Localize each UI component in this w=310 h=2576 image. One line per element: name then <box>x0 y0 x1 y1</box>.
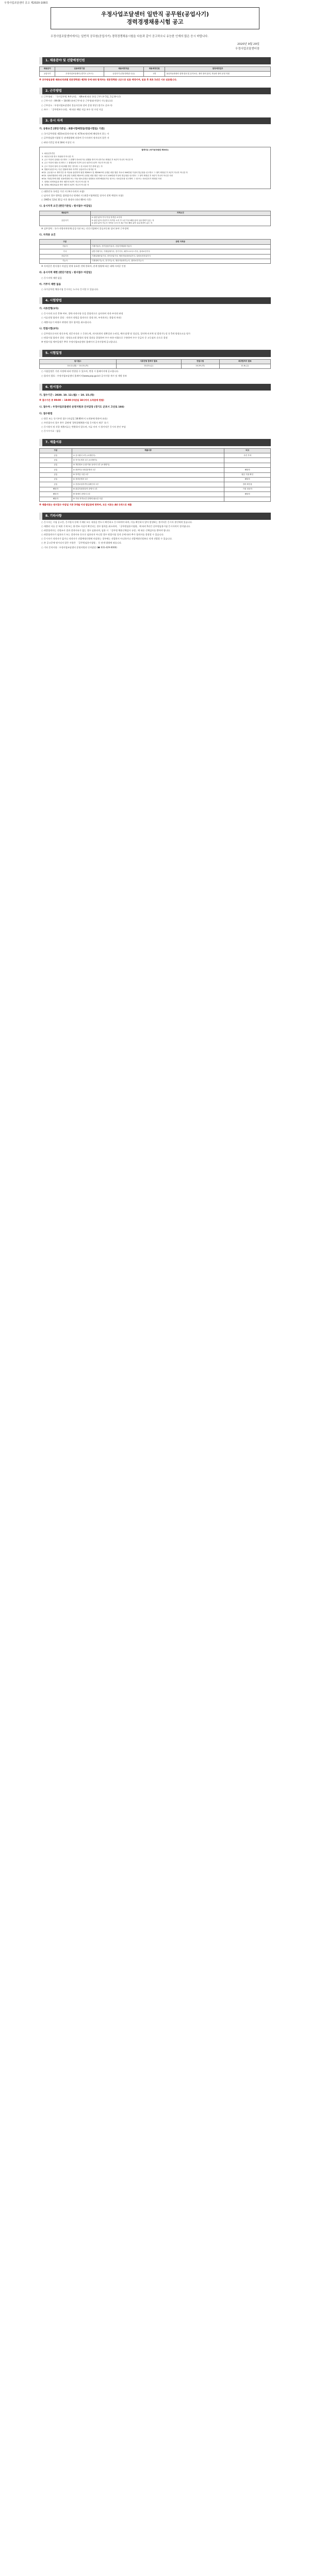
list-item: ○ 남자의 경우 병역을 필하였거나 면제된 자 (최종시험예정일 전까지 전역 예정자 포함) <box>41 194 124 197</box>
cell: 해당자 <box>40 497 72 501</box>
cell: 공통 <box>40 463 72 467</box>
cell <box>224 463 271 467</box>
col-header: 채용예정직급 <box>104 66 143 71</box>
col-header: 원서접수 <box>40 359 117 364</box>
section-5-header: 5. 시험일정 <box>39 350 271 357</box>
list-item: ○ 응시자격 요건 충족 여부, 경력·자격사항 등을 종합적으로 심사하여 적격·부적격 판정 <box>41 312 123 315</box>
cell: ④ 최종학교 졸업증명서 1부 <box>72 468 224 472</box>
list-item: ○ 응시지역 제한 없음 <box>41 276 62 279</box>
list-item: ○ 합격자 발표 : 우정사업조달센터 홈페이지(www.pop.go.kr) 공지사항 게시 및 개별 통보 <box>41 374 127 377</box>
cell: 사진 부착 <box>224 453 271 458</box>
box-line: 7. 징계로 파면처분을 받은 때부터 5년이 지나지 아니한 자 <box>42 180 89 183</box>
table-row <box>40 453 271 458</box>
table-row <box>40 477 271 482</box>
cell: 10.23.(금) <box>116 364 181 368</box>
cell: 우정사업조달센터 (경기도 군포시) <box>55 72 104 76</box>
disqualification-box <box>39 147 271 189</box>
table-row <box>40 458 271 463</box>
cell: 10.12.(월) ~ 10.15.(목) <box>40 364 117 368</box>
table-row <box>40 364 271 368</box>
list-item: ○ 국가공무원 채용시험 응시자는 누구나 응시할 수 있습니다. <box>41 287 99 291</box>
list-item: ○ 1965년 12월 31일 이후 출생자 (정년 60세 기준) <box>41 198 91 201</box>
cell: 기계설계산업기사, 전기산업기사, 생산자동화산업기사, 설비보전산업기사 <box>90 254 270 259</box>
list-item: ○ 응시수수료 : 없음 <box>41 430 61 433</box>
list-item: ○ 국가공무원법 제33조(결격사유) 및 제74조(정년)에 해당하지 않는 자 <box>41 132 109 135</box>
table-row <box>40 472 271 477</box>
section-7 <box>39 439 271 506</box>
cell <box>224 458 271 463</box>
documents-table <box>39 448 271 502</box>
col-header: 비고 <box>224 448 271 453</box>
cell: 원본 지참 확인 <box>224 472 271 477</box>
cell: ⑧ 취업지원대상자 증명서 1부 <box>72 487 224 492</box>
cell: 해당자 <box>40 487 72 492</box>
col-header: 채용예정인원 <box>143 66 165 71</box>
box-line: 6의3. 성폭력범죄의 처벌 등에 관한 특례법 제2조에 규정된 죄를 범한 사람으로서 100만원 이상의 벌금형을 선고받고 그 형이 확정된 후 3년이 지나지 아니한 사람 <box>42 174 173 177</box>
table-row <box>40 482 271 487</box>
cell: 가점 대상자 <box>224 487 271 492</box>
section-2 <box>39 88 271 111</box>
box-line: 4. 금고 이상의 형을 선고받고 그 집행유예 기간이 끝난 날부터 2년이 지나지 아니한 자 <box>42 162 112 164</box>
issuer: 우정사업조달센터장 <box>235 47 259 51</box>
col-header: 담당예정업무 <box>165 66 271 71</box>
section-1-note: ※ 공무원임용령 제4조(직위별 전문경력관) 제2항 등에 따라 합격자는 전문경력관 나군으로 임용 예정이며, 임용 후 최초 1년간 시보 임용됩니다. <box>39 78 177 81</box>
list-item: ○ 본 공고문에 명시되지 않은 사항은 「공무원임용시험령」 등 관계 법령에 따릅니다. <box>41 541 122 545</box>
section-3 <box>39 117 271 291</box>
cell: 기계정비기능사, 전기기능사, 생산자동화기능사, 설비보전기능사 <box>90 259 270 263</box>
subsection-title: 마. 거주지 제한 없음 <box>39 283 61 286</box>
list-item: ○ 응시자가 적격자가 없거나 적격자가 선발예정인원에 미달하는 경우에는 선발하지 아니하거나 선발예정인원보다 적게 선발할 수 있습니다. <box>41 537 173 540</box>
col-header: 최종합격자 발표 <box>219 359 270 364</box>
subsection-title: 가. 서류전형(1차) <box>39 308 59 311</box>
list-item: ○ 근무장소 : 우정사업조달센터 물류자동화 장비 운영 현장 (경기도 군포시) <box>41 104 112 107</box>
cell: 10.29.(목) <box>181 364 219 368</box>
cell: ⑦ 건강보험자격득실확인서 1부 <box>72 482 224 487</box>
box-line: 6의2. 공무원으로 재직기간 중 직무와 관련하여 형법 제355조 및 제356조에 규정된 죄를 범한 자로서 300만원 이상의 벌금형을 선고받고 그 형이 확정된 후 2년이 지나지 아니한 자 <box>42 171 188 174</box>
table-row <box>40 244 271 249</box>
req-line: ① 관련 분야 기사 이상 자격증 소지자 <box>91 216 122 219</box>
cell: ③ 개인정보 수집·이용 동의서 1부 (소정양식) <box>72 463 224 467</box>
note: ※ 자격증은 원서접수 마감일 현재 유효한 것에 한하며, 관계 법령에 따른 대체 자격증 인정 <box>41 265 126 268</box>
section-1 <box>39 57 271 81</box>
col-header: 서류전형 합격자 발표 <box>116 359 181 364</box>
cell: 산업기사 <box>40 254 91 259</box>
subsection-title: 나. 접수처 : 우정사업조달센터 운영지원과 인사담당 (경기도 군포시 고산로 166) <box>39 405 124 409</box>
cell: 공업사기 (전문경력관 나군) <box>104 72 143 76</box>
cell <box>224 497 271 501</box>
req-line: ② 관련 분야 산업기사 자격증 소지 후 1년 이상 해당 분야 실무경력이 있는 자 <box>91 219 154 222</box>
subsection-title: 다. 자격증 요건 <box>39 234 56 237</box>
list-item: ○ 근무형태 : 「국가공무원 복무규정」 제9조에 따른 통상 근무 (주 5일, 1일 8시간) <box>41 95 121 98</box>
cell: 해당자 <box>224 468 271 472</box>
list-item: ○ 근무시간 : 09:00 ~ 18:00 (유연근무제 등 근무형태 변경이 가능합니다) <box>41 99 113 103</box>
col-header: 구분 <box>40 448 72 453</box>
recruit-table <box>39 66 271 77</box>
cell: 해당자 <box>40 492 72 497</box>
subsection-title: 라. 응시지역 제한 [판단기준일 : 원서접수 마감일] <box>39 272 92 275</box>
section-7-header: 7. 제출서류 <box>39 439 271 446</box>
list-item: ○ 대한민국 국적을 가진 자 (복수국적자 포함) <box>41 190 85 193</box>
box-title: 결격사유 (국가공무원법 제33조) <box>141 148 169 151</box>
license-table <box>39 239 271 264</box>
list-item: ○ 응시자는 시험 공고문, 응시원서 등에 기재된 모든 내용을 반드시 확인하고 응시하여야 하며, 이를 확인하지 않아 발생하는 불이익은 응시자 본인에게 있습니다. <box>41 520 193 523</box>
box-line: 8. 징계로 해임처분을 받은 때부터 3년이 지나지 아니한 자 <box>42 183 89 186</box>
table-row <box>40 487 271 492</box>
cell: 기사 <box>40 249 91 254</box>
cell: 1명 <box>143 72 165 76</box>
cell: ① 응시원서 1부 (소정양식) <box>72 453 224 458</box>
section-5 <box>39 350 271 377</box>
cell: 공통 <box>40 477 72 482</box>
section-8-header: 8. 기타사항 <box>39 513 271 519</box>
section-4-header: 4. 시험방법 <box>39 297 271 304</box>
list-item: ○ 방문 또는 등기우편 접수 (마감일 18:00까지 도착분에 한하여 유효) <box>41 417 108 420</box>
section-3-header: 3. 응시 자격 <box>39 117 271 124</box>
col-header: 임용예정기관 <box>55 66 104 71</box>
col-header: 구분 <box>40 240 91 244</box>
schedule-table <box>39 359 271 369</box>
table-row <box>40 463 271 467</box>
list-item: ○ 판단기준일 현재 18세 이상인 자 <box>41 141 75 144</box>
subsection-title: 가. 공통요건 [판단기준일 : 최종시험예정일(면접시험일) 기준] <box>39 128 105 131</box>
list-item: ○ 응시원서 및 각종 제출서류는 반환하지 않으며, 서류 미비 시 불이익은 응시자 본인 부담 <box>41 426 126 429</box>
subsection-title: 다. 접수방법 <box>39 412 53 415</box>
title-line-2: 경력경쟁채용시험 공고 <box>126 19 184 26</box>
list-item: ○ 서류전형 합격자 결정 : 적격자 전원을 합격자로 결정 (단, 부적격자는 불합격 처리) <box>41 316 122 319</box>
cell <box>90 215 270 226</box>
col-header: 자격요건 <box>90 211 270 215</box>
cell: 공업사기 <box>40 72 55 76</box>
cell: 기술사 <box>40 244 91 249</box>
subsection-title: 나. 면접시험(2차) <box>39 327 59 330</box>
cell: 11.6.(금) <box>219 364 270 368</box>
box-line: 3. 금고 이상의 실형을 선고받고 그 집행이 종료되거나 집행을 받지 아니하기로 확정된 후 5년이 지나지 아니한 자 <box>42 159 133 161</box>
cell: 공통 <box>40 453 72 458</box>
cell: 공통 <box>40 458 72 463</box>
table-row <box>40 249 271 254</box>
section-6 <box>39 384 271 433</box>
title-line-1: 우정사업조달센터 일반직 공무원(공업사기) <box>101 10 209 18</box>
table-row <box>40 497 271 501</box>
table-row <box>40 468 271 472</box>
notice-date: 2020년 9월 29일 <box>237 42 259 46</box>
list-item: ○ 보수 : 「공무원보수규정」에 따른 해당 직급 보수 및 수당 지급 <box>41 108 103 111</box>
col-header: 관련 자격증 <box>90 240 270 244</box>
req-line: ③ 관련 분야 기능사 자격증 소지 후 3년 이상 해당 분야 실무경력이 있는 자 <box>91 222 153 225</box>
list-item: ○ 최종합격자가 임용포기 또는 결격사유 등으로 임용되지 아니할 경우 면접시험 성적 순에 따라 추가 합격자를 결정할 수 있습니다. <box>41 533 164 536</box>
list-item: ○ 제출된 서류 중 허위 기재 또는 위·변조 사실이 확인되는 경우 합격을 취소하며, 「공무원임용시험령」에 따라 5년간 공무원임용시험 응시자격이 정지됩니다. <box>41 524 191 528</box>
subsection-title: 가. 접수기간 : 2020. 10. 12.(월) ~ 10. 15.(목) <box>39 394 94 397</box>
cell: 기능사 <box>40 259 91 263</box>
qualification-table <box>39 211 271 227</box>
cell: 공통 <box>40 468 72 472</box>
document-number: 우정사업조달센터 공고 제2020-108호 <box>4 2 48 5</box>
notice-page <box>0 0 310 554</box>
box-line: 6의4. 미성년자에 대한 성폭력범죄 또는 아동·청소년대상 성범죄로 파면·해임되거나 형 또는 치료감호를 선고받아 그 형 또는 치료감호가 확정된 사람 <box>42 177 162 180</box>
cell: ⑨ 장애인 증명서 1부 <box>72 492 224 497</box>
title-box <box>51 7 259 29</box>
table-row <box>40 492 271 497</box>
cell: ⑤ 자격증 사본 1부 <box>72 472 224 477</box>
cell: 해당자 <box>224 477 271 482</box>
table-row <box>40 259 271 263</box>
list-item: ※ 면접시험 세부일정은 추후 우정사업조달센터 홈페이지 공지사항에 공고합니다. <box>41 341 118 344</box>
cell: 기계기술사, 전기응용기술사, 산업기계설비기술사 <box>90 244 270 249</box>
cell: ② 자기소개서 1부 (소정양식) <box>72 458 224 463</box>
col-header: 채용분야 <box>40 211 91 215</box>
section-8 <box>39 513 271 549</box>
cell: ⑥ 경력증명서 1부 <box>72 477 224 482</box>
cell: 해당자 <box>224 492 271 497</box>
list-item: ○ 제출서류가 허위로 판명된 경우 합격을 취소합니다. <box>41 320 92 324</box>
section-2-header: 2. 근무방법 <box>39 88 271 94</box>
table-row <box>40 254 271 259</box>
section-4 <box>39 297 271 344</box>
col-header: 면접시험 <box>181 359 219 364</box>
section-1-header: 1. 채용분야 및 선발예정인원 <box>39 57 271 64</box>
list-item: ○ 공무원으로서의 정신자세, 전문지식과 그 응용능력, 의사표현의 정확성과 논리성, 예의·품행 및 성실성, 창의력·의지력 및 발전가능성 등 5개 평정요소를 평가 <box>41 332 191 335</box>
cell: 공통 <box>40 482 72 487</box>
subsection-title: 나. 응시자격 요건 [판단기준일 : 원서접수 마감일] <box>39 205 92 208</box>
cell: 경력 확인용 <box>224 482 271 487</box>
cell: ⑩ 기타 자격요건 증명에 필요한 서류 <box>72 497 224 501</box>
documents-note: ※ 제출서류는 원서접수 마감일 기준 3개월 이내 발급분에 한하며, 모든 서류는 A4 규격으로 제출 <box>39 503 132 506</box>
list-item: ○ 시험일정은 기관 사정에 따라 변경될 수 있으며, 변경 시 홈페이지에 공고합니다. <box>41 370 119 373</box>
cell: 일반기계기사, 기계설계기사, 전기기사, 메카트로닉스기사, 설비보전기사 <box>90 249 270 254</box>
cell: 공통 <box>40 472 72 477</box>
box-line: 2. 파산선고를 받고 복권되지 아니한 자 <box>42 156 74 158</box>
list-item: ○ 공무원임용시험령 등 관계법령에 의하여 응시자격이 정지되지 않은 자 <box>41 137 109 140</box>
list-item: ○ 기타 문의사항 : 우정사업조달센터 운영지원과 인사담당 (☎ 031-429-0000) <box>41 546 117 549</box>
intro-text: 우정사업조달센터에서는 일반직 공무원(공업사기) 경력경쟁채용시험을 다음과 같이 공고하오니 유능한 인재의 많은 응시 바랍니다. <box>51 35 208 38</box>
box-line: 6. 법원의 판결 또는 다른 법률에 따라 자격이 상실되거나 정지된 자 <box>42 168 96 171</box>
box-line: 5. 금고 이상의 형의 선고유예를 받은 경우에 그 선고유예 기간 중에 있는 자 <box>42 165 103 167</box>
cell: 물류자동화장비 설계·설치 및 유지보수, 정비 장비 관리, 자동화 장비 운영 지원 <box>165 72 271 76</box>
section-6-header: 6. 원서접수 <box>39 384 271 391</box>
list-item: ○ 우편접수의 경우 봉투 겉면에 '경력경쟁채용시험 응시원서 재중' 표기 <box>41 421 108 424</box>
list-item: ○ 면접시험 합격자 결정 : 평정요소별 위원의 평정 결과를 종합하여 우수·보통·미흡으로 구분하여 우수 등급자 중 고득점자 순으로 결정 <box>41 336 168 339</box>
col-header: 제출서류 <box>72 448 224 453</box>
list-item: ○ 최종합격자는 신원조사 결과 결격사유가 없는 경우 임용되며, 임용 시 「공무원 채용신체검사 규정」에 따른 신체검사를 받아야 합니다. <box>41 529 171 532</box>
note: ※ 실무경력 : 국가·지방자치단체·공공기관 또는 민간기업에서 물류자동화 설비 분야 근무경력 <box>41 227 129 230</box>
box-line: 1. 피성년후견인 <box>42 152 55 155</box>
col-header: 채용분야 <box>40 66 55 71</box>
cell: 공업사기 <box>40 215 91 226</box>
deadline-note: ※ 접수기간 중 09:00 ~ 18:00 (마감일 18시까지 도착분에 한함) <box>39 399 104 402</box>
